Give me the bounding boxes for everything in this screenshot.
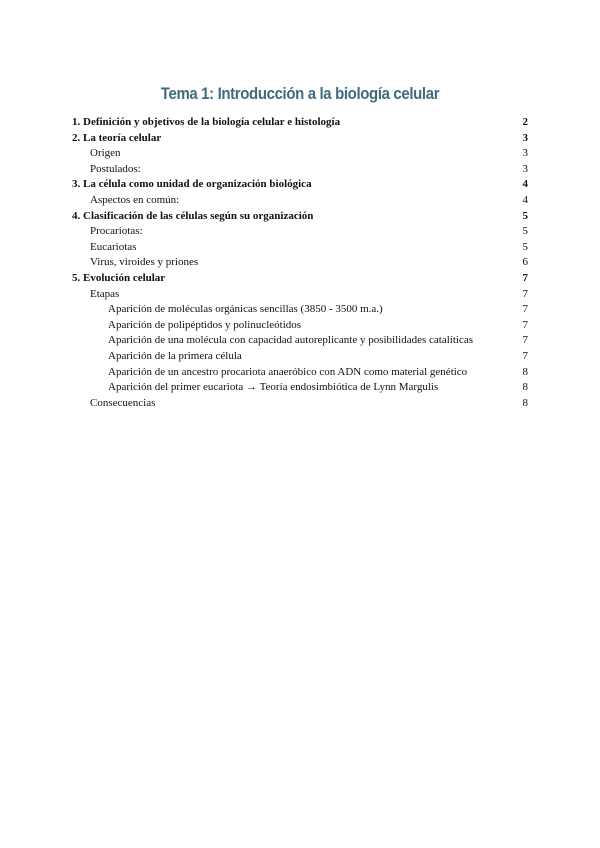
toc-entry-page-number: 8 [522,365,528,378]
toc-entry-label: 5. Evolución celular [72,271,166,284]
toc-entry-page-number: 7 [522,318,528,331]
toc-entry[interactable] [72,162,528,178]
toc-entry[interactable] [72,115,528,131]
toc-entry-label: 4. Clasificación de las células según su organización [72,209,314,222]
toc-entry-label: Aparición de una molécula con capacidad autoreplicante y posibilidades catalíticas [108,334,473,347]
toc-entry[interactable] [72,302,528,318]
toc-entry-label: Etapas [90,287,120,300]
toc-entry[interactable] [72,365,528,381]
toc-entry[interactable] [72,146,528,162]
toc-entry-page-number: 5 [522,225,528,238]
toc-entry-page-number: 4 [522,193,528,206]
toc-entry[interactable] [72,224,528,240]
toc-entry[interactable] [72,380,528,396]
toc-entry-page-number: 4 [522,178,528,191]
toc-entry-label: Aparición de un ancestro procariota anaeróbico con ADN como material genético [108,365,468,378]
toc-entry-label: Aparición de polipéptidos y polinucleótidos [108,318,302,331]
toc-entry-label: Procariotas: [90,225,143,238]
toc-entry[interactable] [72,396,528,412]
toc-entry[interactable] [72,177,528,193]
toc-entry-label: Aparición de la primera célula [108,349,242,362]
toc-entry-page-number: 7 [522,271,528,284]
toc-entry[interactable] [72,271,528,287]
toc-entry[interactable] [72,318,528,334]
toc-entry[interactable] [72,333,528,349]
toc-entry[interactable] [72,193,528,209]
toc-entry-label: Aparición del primer eucariota → Teoría endosimbiótica de Lynn Margulis [108,381,439,394]
toc-entry[interactable] [72,131,528,147]
toc-entry-page-number: 6 [522,256,528,269]
toc-entry-label: Aspectos en común: [90,193,180,206]
toc-entry-label: Consecuencias [90,396,156,409]
table-of-contents [72,115,528,411]
toc-entry-label: Postulados: [90,162,141,175]
toc-entry-page-number: 2 [522,116,528,128]
toc-entry-page-number: 8 [522,396,528,409]
toc-entry-page-number: 7 [522,349,528,362]
toc-entry[interactable] [72,349,528,365]
toc-entry-page-number: 5 [522,240,528,253]
toc-entry-page-number: 3 [522,162,528,175]
document-title: Tema 1: Introducción a la biología celular [160,84,440,104]
toc-entry-label: 3. La célula como unidad de organización biológica [72,178,312,191]
toc-entry-label: Aparición de moléculas orgánicas sencillas (3850 - 3500 m.a.) [108,303,383,316]
toc-entry[interactable] [72,240,528,256]
toc-entry-label: Origen [90,147,121,160]
toc-entry-page-number: 7 [522,303,528,316]
toc-entry-page-number: 3 [522,131,528,144]
toc-entry-page-number: 7 [522,287,528,300]
toc-entry[interactable] [72,209,528,225]
toc-entry[interactable] [72,287,528,303]
toc-entry-label: 1. Definición y objetivos de la biología celular e histología [72,116,341,128]
toc-entry-page-number: 3 [522,147,528,160]
toc-entry-page-number: 5 [522,209,528,222]
toc-entry-label: 2. La teoría celular [72,131,162,144]
toc-entry-page-number: 7 [522,334,528,347]
toc-entry[interactable] [72,255,528,271]
toc-entry-label: Virus, viroides y priones [90,256,199,269]
toc-entry-label: Eucariotas [90,240,137,253]
toc-entry-page-number: 8 [522,381,528,394]
